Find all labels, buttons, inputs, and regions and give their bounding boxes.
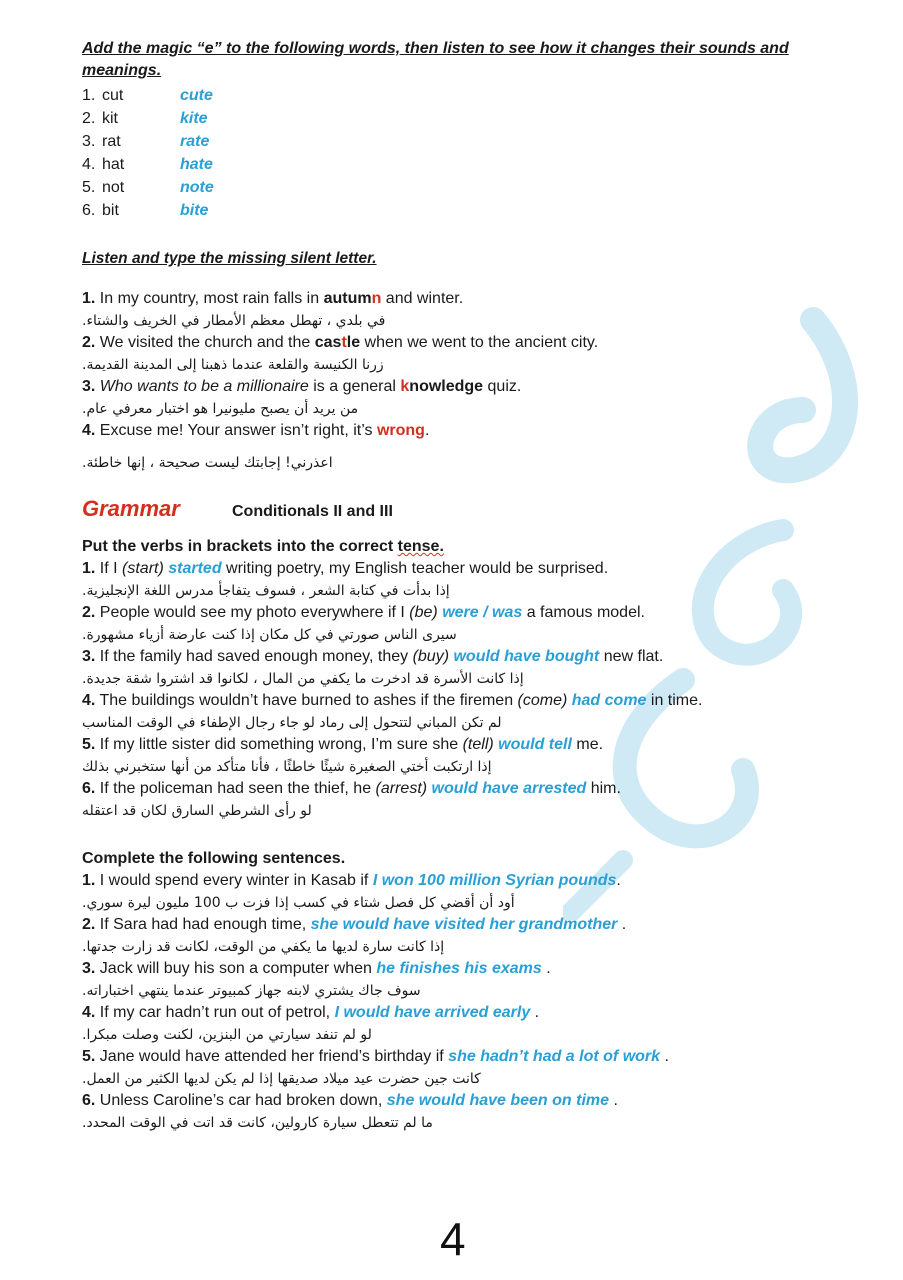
complete-exercise-list bbox=[82, 870, 862, 1134]
magic-e-word-list bbox=[82, 84, 862, 222]
arabic-translation: زرنا الكنيسة والقلعة عندما ذهبنا إلى المدينة القديمة. bbox=[82, 357, 384, 373]
list-item: 5. Jane would have attended her friend’s birthday if she hadn’t had a lot of work . bbox=[82, 1048, 669, 1065]
arabic-translation: لو رأى الشرطي السارق لكان قد اعتقله bbox=[82, 803, 312, 819]
arabic-translation: لو لم تنفد سيارتي من البنزين، لكنت وصلت مبكرا. bbox=[82, 1027, 372, 1043]
list-item: 1. If I (start) started writing poetry, my English teacher would be surprised. bbox=[82, 560, 609, 577]
grammar-header bbox=[82, 496, 862, 522]
tense-exercise-list bbox=[82, 558, 862, 822]
list-item: 1. In my country, most rain falls in autumn and winter. bbox=[82, 290, 464, 307]
magic-e-heading: Add the magic “e” to the following words, then listen to see how it changes their sounds and meanings. bbox=[82, 40, 789, 79]
arabic-translation: سيرى الناس صورتي في كل مكان إذا كنت عارضة أزياء مشهورة. bbox=[82, 627, 457, 643]
list-item: 4. Excuse me! Your answer isn’t right, it’s wrong. bbox=[82, 422, 430, 439]
grammar-subtitle: Conditionals II and III bbox=[232, 503, 393, 520]
page-number: 4 bbox=[440, 1213, 466, 1265]
arabic-translation: إذا بدأت في كتابة الشعر ، فسوف يتفاجأ مدرس اللغة الإنجليزية. bbox=[82, 583, 450, 599]
list-item: 3. rat rate bbox=[82, 132, 210, 150]
list-item: 2. If Sara had had enough time, she would have visited her grandmother . bbox=[82, 916, 627, 933]
silent-letter-heading: Listen and type the missing silent letter. bbox=[82, 250, 377, 267]
content bbox=[82, 38, 862, 1134]
list-item: 4. hat hate bbox=[82, 155, 213, 173]
arabic-translation: اعذرني! إجابتك ليست صحيحة ، إنها خاطئة. bbox=[82, 455, 333, 471]
list-item: 3. Who wants to be a millionaire is a general knowledge quiz. bbox=[82, 378, 522, 395]
arabic-translation: سوف جاك يشتري لابنه جهاز كمبيوتر عندما ينتهي اختباراته. bbox=[82, 983, 421, 999]
arabic-translation: كانت جين حضرت عيد ميلاد صديقها إذا لم يكن لديها الكثير من العمل. bbox=[82, 1071, 481, 1087]
list-item: 6. bit bite bbox=[82, 201, 209, 219]
arabic-translation: إذا ارتكبت أختي الصغيرة شيئًا خاطئًا ، فأنا متأكد من أنها ستخبرني بذلك bbox=[82, 759, 492, 775]
complete-heading: Complete the following sentences. bbox=[82, 850, 346, 867]
list-item: 2. kit kite bbox=[82, 109, 208, 127]
list-item: 4. If my car hadn’t run out of petrol, I would have arrived early . bbox=[82, 1004, 540, 1021]
list-item: 5. not note bbox=[82, 178, 214, 196]
list-item: 4. The buildings wouldn’t have burned to ashes if the firemen (come) had come in time. bbox=[82, 692, 703, 709]
tense-instruction: Put the verbs in brackets into the correct tense. bbox=[82, 538, 444, 555]
arabic-translation: ما لم تتعطل سيارة كارولين، كانت قد اتت في الوقت المحدد. bbox=[82, 1115, 433, 1131]
list-item: 3. Jack will buy his son a computer when he finishes his exams . bbox=[82, 960, 551, 977]
arabic-translation: في بلدي ، تهطل معظم الأمطار في الخريف والشتاء. bbox=[82, 313, 386, 329]
list-item: 2. People would see my photo everywhere if I (be) were / was a famous model. bbox=[82, 604, 645, 621]
list-item: 2. We visited the church and the castle when we went to the ancient city. bbox=[82, 334, 599, 351]
arabic-translation: لم تكن المباني لتتحول إلى رماد لو جاء رجال الإطفاء في الوقت المناسب bbox=[82, 715, 502, 731]
arabic-translation: إذا كانت سارة لديها ما يكفي من الوقت، لكانت قد زارت جدتها. bbox=[82, 939, 445, 955]
list-item: 1. cut cute bbox=[82, 86, 213, 104]
arabic-translation: أود أن أقضي كل فصل شتاء في كسب إذا فزت ب 100 مليون ليرة سوري. bbox=[82, 895, 515, 911]
list-item: 6. If the policeman had seen the thief, he (arrest) would have arrested him. bbox=[82, 780, 621, 797]
arabic-translation: من يريد أن يصبح مليونيرا هو اختبار معرفي عام. bbox=[82, 401, 359, 417]
grammar-title: Grammar bbox=[82, 496, 180, 521]
list-item: 6. Unless Caroline’s car had broken down, she would have been on time . bbox=[82, 1092, 618, 1109]
arabic-translation: إذا كانت الأسرة قد ادخرت ما يكفي من المال ، لكانوا قد اشتروا شقة جديدة. bbox=[82, 671, 524, 687]
list-item: 3. If the family had saved enough money, they (buy) would have bought new flat. bbox=[82, 648, 664, 665]
silent-letter-list bbox=[82, 288, 862, 474]
list-item: 1. I would spend every winter in Kasab if I won 100 million Syrian pounds. bbox=[82, 872, 621, 889]
list-item: 5. If my little sister did something wrong, I’m sure she (tell) would tell me. bbox=[82, 736, 604, 753]
